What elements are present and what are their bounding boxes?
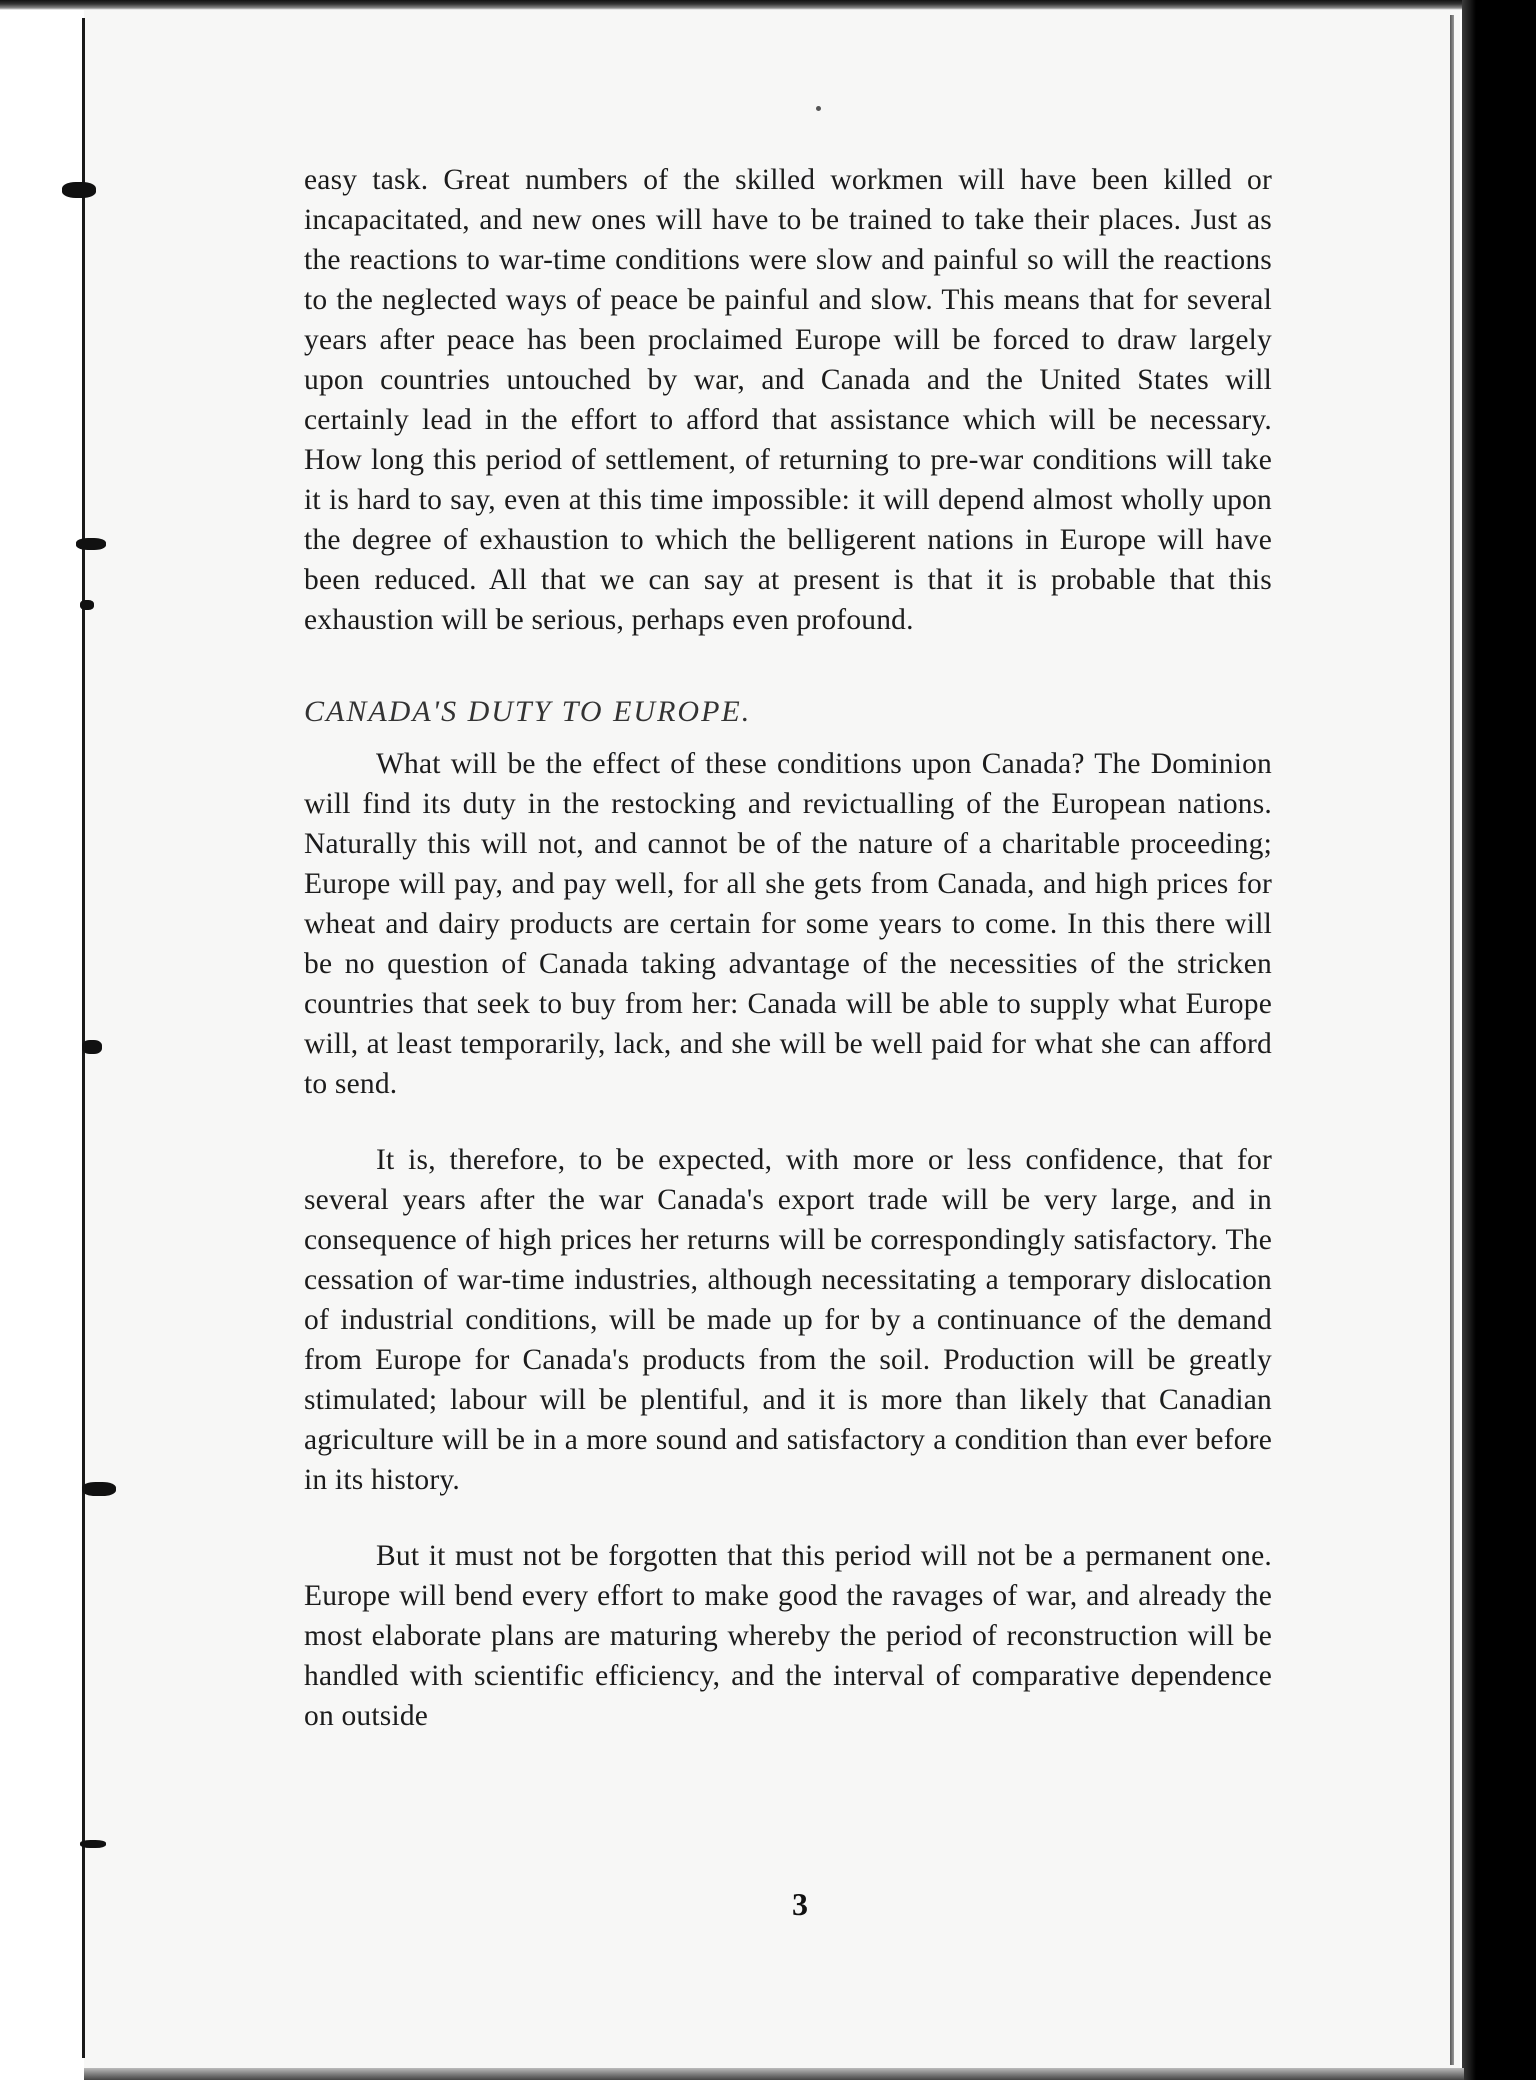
paragraph: easy task. Great numbers of the skilled workmen will have been killed or incapacitated, and new ones will have to be trained to take their places. Just as the reactions to war-time conditions were slow and painful so will the reactions to the neglected ways of peace be painful and slow. This means that for several years after peace has been proclaimed Europe will be forced to draw largely upon countries untouched by war, and Canada and the United States will certainly lead in the effort to afford that assistance which will be necessary. How long this period of settlement, of returning to pre-war conditions will take it is hard to say, even at this time impossible: it will depend almost wholly upon the degree of exhaustion to which the belligerent nations in Europe will have been reduced. All that we can say at present is that it is probable that this exhaustion will be serious, perhaps even profound.: [304, 164, 1272, 636]
page-body: [304, 160, 1272, 1736]
stitch-mark: [80, 1840, 106, 1848]
stitch-mark: [80, 600, 94, 610]
stitch-mark: [82, 1040, 102, 1054]
paragraph: But it must not be forgotten that this period will not be a permanent one. Europe will bend every effort to make good the ravages of war, and already the most elaborate plans are maturing whereby the period of reconstruction will be handled with scientific efficiency, and the interval of comparative dependence on outside: [304, 1540, 1272, 1732]
top-edge-shadow: [0, 0, 1470, 10]
paragraph: What will be the effect of these conditions upon Canada? The Dominion will find its duty in the restocking and revictualling of the European nations. Naturally this will not, and cannot be of the nature of a charitable proceeding; Europe will pay, and pay well, for all she gets from Canada, and high prices for wheat and dairy products are certain for some years to come. In this there will be no question of Canada taking advantage of the necessities of the stricken countries that seek to buy from her: Canada will be able to supply what Europe will, at least temporarily, lack, and she will be well paid for what she can afford to send.: [304, 748, 1272, 1100]
ink-smudge: [816, 106, 821, 111]
bottom-page-edge: [84, 2068, 1464, 2080]
stitch-mark: [62, 182, 96, 198]
stitch-mark: [76, 538, 106, 550]
paragraph: It is, therefore, to be expected, with more or less confidence, that for several years after the war Canada's export trade will be very large, and in consequence of high prices her returns will be correspondingly satisfactory. The cessation of war-time industries, although necessitating a temporary dislocation of industrial conditions, will be made up for by a continuance of the demand from Europe for Canada's products from the soil. Production will be greatly stimulated; labour will be plentiful, and it is more than likely that Canadian agriculture will be in a more sound and satisfactory a condition than ever before in its history.: [304, 1144, 1272, 1496]
binding-thread-line: [82, 18, 85, 2058]
right-page-edge: [1450, 15, 1454, 2065]
section-heading: CANADA'S DUTY TO EUROPE.: [304, 695, 752, 728]
page-number: 3: [792, 1886, 808, 1922]
scan-border-right: [1462, 0, 1536, 2080]
stitch-mark: [82, 1482, 116, 1496]
